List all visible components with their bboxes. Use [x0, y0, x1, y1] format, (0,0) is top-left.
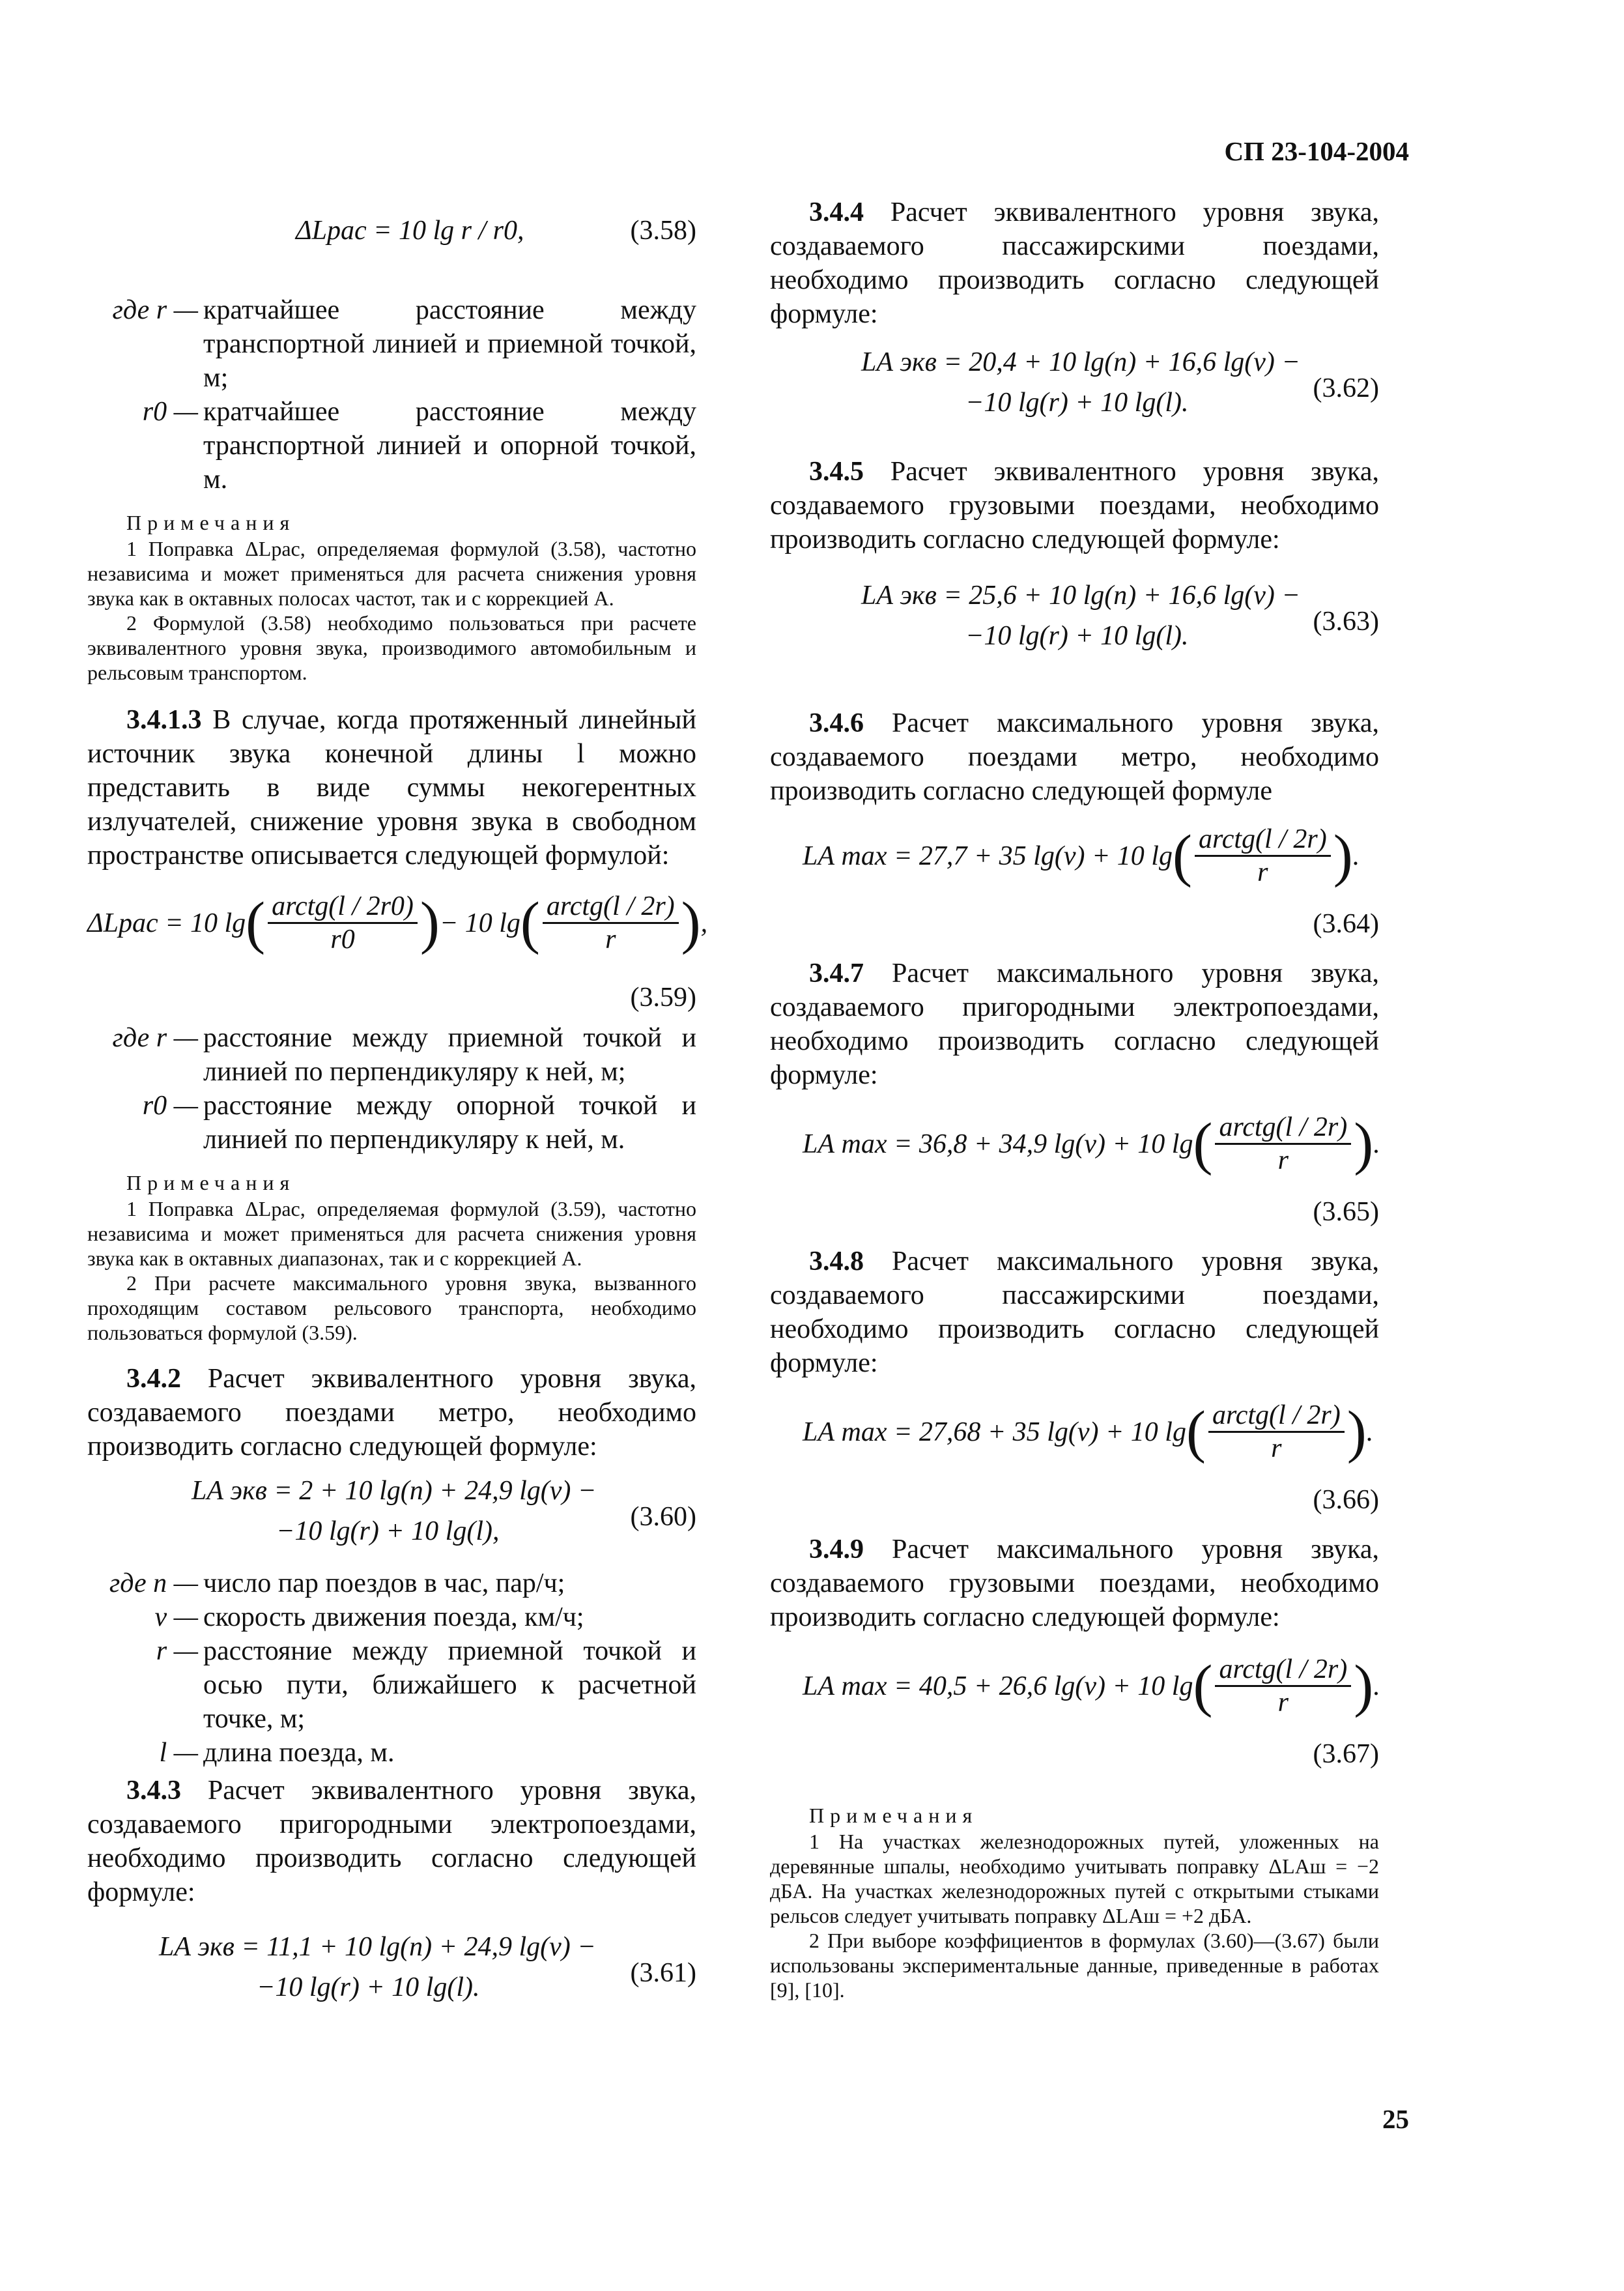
paragraph-3-4-8	[770, 1245, 1379, 1380]
formula-tail: .	[1352, 841, 1360, 871]
formula-line-2: −10 lg(r) + 10 lg(l).	[965, 621, 1189, 651]
formula-3-59-number: (3.59)	[630, 983, 696, 1013]
note-item: 2 Формулой (3.58) необходимо пользоваться при расчете эквивалентного уровня звука, производимого автомобильным и рельсовым транспортом.	[87, 611, 696, 684]
section-number: 3.4.1.3	[126, 705, 202, 735]
paragraph-text: Расчет максимального уровня звука, создаваемого пригородными электропоездами, необходимо производить согласно следующей формуле:	[770, 958, 1379, 1090]
formula-lhs: ΔLрас = 10 lg	[87, 908, 246, 938]
formula-lhs: LА max = 36,8 + 34,9 lg(v) + 10 lg	[803, 1129, 1193, 1159]
paragraph-3-4-2	[87, 1362, 696, 1463]
paragraph-3-4-7	[770, 957, 1379, 1092]
where-definition: число пар поездов в час, пар/ч;	[203, 1568, 565, 1598]
formula-3-64-number: (3.64)	[1313, 909, 1379, 939]
formula-middle: − 10 lg	[439, 908, 520, 938]
section-number: 3.4.4	[809, 197, 864, 227]
where-item	[87, 293, 696, 395]
formula-3-59	[87, 890, 708, 1021]
paragraph-text: Расчет эквивалентного уровня звука, создаваемого грузовыми поездами, необходимо производить согласно следующей формуле:	[770, 457, 1379, 555]
formula-3-67-number: (3.67)	[1313, 1739, 1379, 1769]
formula-3-60-number: (3.60)	[630, 1502, 696, 1532]
formula-3-63	[770, 580, 1379, 665]
fraction-denominator: r	[1257, 857, 1268, 887]
where-definition: длина поезда, м.	[203, 1738, 395, 1768]
section-number: 3.4.5	[809, 457, 864, 487]
note-item: 1 На участках железнодорожных путей, уложенных на деревянные шпалы, необходимо учитывать поправку ΔLАш = −2 дБА. На участках железнодорожных путей с открытыми стыками рельсов следует учитывать поправку ΔLАш = +2 дБА.	[770, 1830, 1379, 1927]
section-number: 3.4.2	[126, 1364, 181, 1394]
where-definition: кратчайшее расстояние между транспортной линией и опорной точкой, м.	[203, 397, 696, 495]
fraction	[543, 891, 679, 955]
notes-heading: Примечания	[126, 511, 296, 534]
where-symbol: где r —	[112, 1023, 198, 1053]
formula-3-58	[296, 195, 696, 261]
paragraph-3-4-6	[770, 706, 1379, 808]
where-item	[87, 1566, 696, 1600]
fraction-numerator: arctg(l / 2r)	[1195, 824, 1331, 857]
where-definition: расстояние между приемной точкой и линией по перпендикуляру к ней, м;	[203, 1023, 696, 1087]
formula-3-62	[770, 347, 1379, 431]
formula-line-2: −10 lg(r) + 10 lg(l).	[965, 388, 1189, 418]
where-symbol: где r —	[112, 295, 198, 325]
formula-3-66	[770, 1400, 1379, 1530]
formula-tail: .	[1373, 1129, 1380, 1159]
paren-close: )	[1333, 823, 1353, 888]
where-symbol: r —	[156, 1636, 198, 1666]
formula-comma: ,	[700, 908, 708, 938]
paragraph-text: Расчет эквивалентного уровня звука, создаваемого пассажирскими поездами, необходимо производить согласно следующей формуле:	[770, 197, 1379, 329]
paragraph-text: Расчет максимального уровня звука, создаваемого грузовыми поездами, необходимо производить согласно следующей формуле:	[770, 1535, 1379, 1632]
formula-3-58-number: (3.58)	[630, 216, 696, 246]
where-list-3-59	[87, 1021, 696, 1157]
formula-3-61-number: (3.61)	[630, 1958, 696, 1988]
fraction	[1215, 1654, 1351, 1718]
where-definition: расстояние между приемной точкой и осью пути, ближайшего к расчетной точке, м;	[203, 1636, 696, 1734]
fraction-denominator: r	[1277, 1688, 1289, 1718]
fraction-numerator: arctg(l / 2r)	[1208, 1400, 1345, 1433]
where-symbol: где n —	[109, 1568, 198, 1598]
formula-lhs: LА max = 27,68 + 35 lg(v) + 10 lg	[803, 1417, 1186, 1447]
where-item	[87, 1089, 696, 1157]
paragraph-3-4-4	[770, 195, 1379, 331]
where-item	[87, 1736, 696, 1770]
fraction-denominator: r	[1271, 1434, 1282, 1463]
where-item	[87, 1021, 696, 1089]
formula-3-63-number: (3.63)	[1313, 607, 1379, 637]
paragraph-text: Расчет максимального уровня звука, создаваемого пассажирскими поездами, необходимо производить согласно следующей формуле:	[770, 1246, 1379, 1378]
formula-3-60	[87, 1475, 696, 1560]
paragraph-3-4-1-3	[87, 703, 696, 872]
paragraph-text: Расчет эквивалентного уровня звука, создаваемого поездами метро, необходимо производить согласно следующей формуле:	[87, 1364, 696, 1462]
paragraph-3-4-3	[87, 1774, 696, 1909]
fraction-numerator: arctg(l / 2r)	[1215, 1112, 1351, 1145]
formula-3-62-number: (3.62)	[1313, 373, 1379, 403]
formula-line-1: LА экв = 11,1 + 10 lg(n) + 24,9 lg(v) −	[159, 1932, 596, 1962]
paren-close: )	[1354, 1653, 1374, 1718]
formula-3-61	[87, 1931, 696, 2016]
where-symbol: v —	[154, 1602, 198, 1632]
note-item: 2 При выборе коэффициентов в формулах (3.60)—(3.67) были использованы экспериментальные данные, приведенные в работах [9], [10].	[770, 1929, 1379, 2002]
where-list-3-58	[87, 293, 696, 497]
where-symbol: r0 —	[142, 1091, 198, 1121]
fraction-numerator: arctg(l / 2r0)	[268, 891, 418, 924]
section-number: 3.4.8	[809, 1246, 864, 1276]
paren-close: )	[1346, 1399, 1367, 1464]
section-number: 3.4.3	[126, 1776, 181, 1806]
fraction-denominator: r	[605, 925, 616, 955]
formula-line-1: LА экв = 2 + 10 lg(n) + 24,9 lg(v) −	[192, 1476, 597, 1506]
notes-heading: Примечания	[126, 1171, 296, 1194]
page-number: 25	[1382, 2104, 1409, 2134]
paragraph-text: В случае, когда протяженный линейный источник звука конечной длины l можно представить в виде суммы некогерентных излучателей, снижение уровня звука в свободном пространстве описывается следующей формулой:	[87, 705, 697, 871]
where-item	[87, 1600, 696, 1634]
paren-open: (	[246, 890, 266, 955]
fraction-numerator: arctg(l / 2r)	[1215, 1654, 1351, 1687]
paragraph-text: Расчет максимального уровня звука, создаваемого поездами метро, необходимо производить согласно следующей формуле	[770, 708, 1379, 806]
formula-3-65-number: (3.65)	[1313, 1197, 1379, 1227]
notes-heading: Примечания	[809, 1804, 978, 1827]
fraction-denominator: r	[1277, 1146, 1289, 1175]
where-definition: скорость движения поезда, км/ч;	[203, 1602, 584, 1632]
section-number: 3.4.6	[809, 708, 864, 738]
where-item	[87, 395, 696, 497]
paren-open: (	[520, 890, 540, 955]
formula-tail: .	[1373, 1671, 1380, 1701]
paren-close: )	[1354, 1111, 1374, 1176]
note-item: 1 Поправка ΔLрас, определяемая формулой (3.58), частотно независима и может применяться для расчета снижения уровня звука как в октавных полосах частот, так и с коррекцией А.	[87, 537, 696, 610]
paren-open: (	[1172, 823, 1192, 888]
formula-3-58-expression: ΔLрас = 10 lg r / r0,	[296, 216, 524, 246]
fraction-denominator: r0	[330, 925, 355, 955]
formula-tail: .	[1366, 1417, 1374, 1447]
paragraph-text: Расчет эквивалентного уровня звука, создаваемого пригородными электропоездами, необходимо производить согласно следующей формуле:	[87, 1776, 696, 1907]
left-column	[87, 195, 708, 2016]
formula-lhs: LА max = 40,5 + 26,6 lg(v) + 10 lg	[803, 1671, 1193, 1701]
formula-line-2: −10 lg(r) + 10 lg(l),	[276, 1516, 500, 1546]
note-item: 2 При расчете максимального уровня звука, вызванного проходящим составом рельсового транспорта, необходимо пользоваться формулой (3.59).	[87, 1271, 696, 1344]
formula-lhs: LА max = 27,7 + 35 lg(v) + 10 lg	[803, 841, 1173, 871]
fraction	[1215, 1112, 1351, 1176]
formula-3-66-number: (3.66)	[1313, 1485, 1379, 1515]
where-list-3-60	[87, 1566, 696, 1770]
paren-open: (	[1193, 1111, 1213, 1176]
paren-close: )	[681, 890, 701, 955]
formula-3-67	[770, 1654, 1379, 1784]
fraction	[1208, 1400, 1345, 1464]
paren-close: )	[420, 890, 440, 955]
where-definition: расстояние между опорной точкой и линией по перпендикуляру к ней, м.	[203, 1091, 696, 1155]
note-item: 1 Поправка ΔLрас, определяемая формулой (3.59), частотно независима и может применяться для расчета снижения уровня звука как в октавных диапазонах, так и с коррекцией А.	[87, 1197, 696, 1270]
formula-3-64	[770, 824, 1379, 954]
formula-line-1: LА экв = 20,4 + 10 lg(n) + 16,6 lg(v) −	[861, 347, 1300, 377]
where-symbol: l —	[159, 1738, 198, 1768]
right-column	[770, 195, 1379, 2002]
formula-3-65	[770, 1112, 1379, 1242]
document-code: СП 23-104-2004	[1224, 136, 1409, 166]
where-item	[87, 1634, 696, 1736]
formula-line-2: −10 lg(r) + 10 lg(l).	[257, 1972, 480, 2002]
fraction	[268, 891, 418, 955]
section-number: 3.4.9	[809, 1535, 864, 1564]
formula-line-1: LА экв = 25,6 + 10 lg(n) + 16,6 lg(v) −	[861, 581, 1300, 611]
paren-open: (	[1193, 1653, 1213, 1718]
fraction	[1195, 824, 1331, 888]
where-symbol: r0 —	[142, 397, 198, 427]
paragraph-3-4-5	[770, 455, 1379, 556]
fraction-numerator: arctg(l / 2r)	[543, 891, 679, 924]
section-number: 3.4.7	[809, 958, 864, 988]
paragraph-3-4-9	[770, 1533, 1379, 1634]
paren-open: (	[1186, 1399, 1206, 1464]
where-definition: кратчайшее расстояние между транспортной линией и приемной точкой, м;	[203, 295, 696, 393]
